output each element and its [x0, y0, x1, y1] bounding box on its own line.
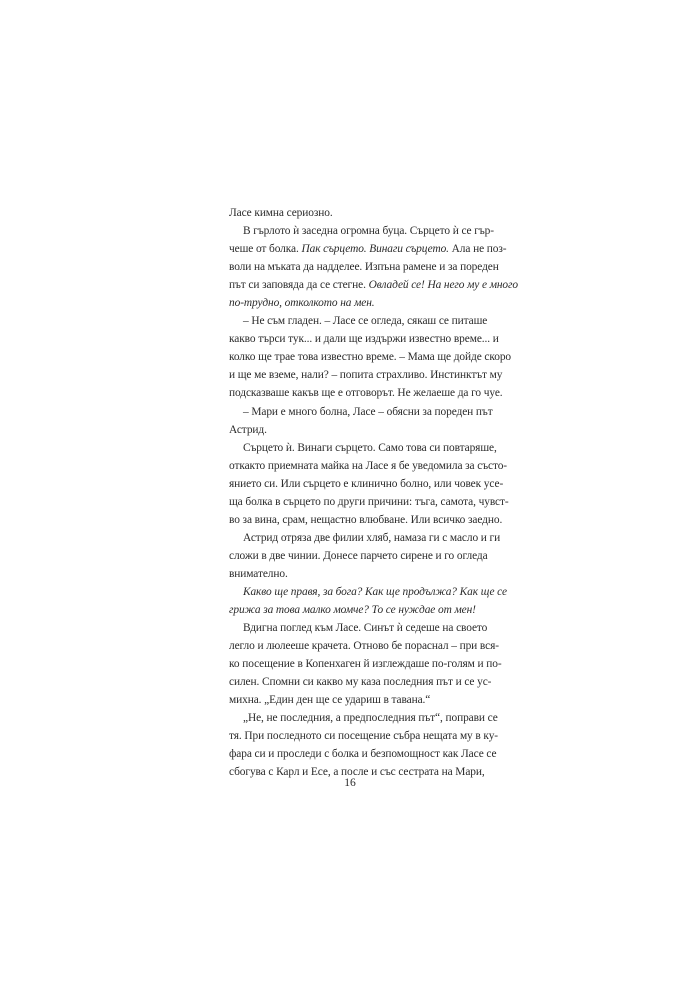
text-line — [229, 655, 502, 673]
page-body-text — [229, 204, 518, 782]
text-run: Вдигна поглед към Ласе. Синът ѝ седеше на своето — [243, 622, 488, 635]
text-line — [229, 312, 488, 330]
text-line — [229, 348, 512, 366]
text-run: Ала не поз- — [448, 243, 507, 256]
text-line — [229, 421, 471, 439]
italic-text: Пак сърцето. Винаги сърцето. — [301, 243, 449, 256]
text-run: Сърцето ѝ. Винаги сърцето. Само това си повтаряше, — [243, 441, 497, 454]
text-line — [229, 493, 509, 511]
text-run: Астрид отряза две филии хляб, намаза ги с масло и ги — [243, 531, 501, 544]
text-line — [229, 258, 499, 276]
page-number: 16 — [344, 776, 356, 789]
text-run: подсказваше какъв ще е отговорът. Не желаеше да го чуе. — [229, 387, 503, 400]
text-run: „Не, не последния, а предпоследния път“, поправи се — [243, 712, 498, 725]
text-line — [229, 384, 503, 402]
text-run: – Мари е много болна, Ласе – обясни за пореден път — [243, 405, 493, 418]
text-line — [229, 745, 497, 763]
italic-text: Овладей се! На него му е много — [368, 279, 518, 292]
text-line — [229, 691, 471, 709]
text-run: янието си. Или сърцето е клинично болно, или човек усе- — [229, 477, 504, 490]
text-line — [229, 511, 503, 529]
text-line — [229, 637, 499, 655]
text-run: откакто приемната майка на Ласе я бе уведомила за състо- — [229, 459, 507, 472]
text-line — [229, 619, 488, 637]
italic-text: грижа за това малко момче? То се нуждае от мен! — [229, 604, 476, 617]
text-line — [229, 330, 499, 348]
text-line — [229, 709, 498, 727]
italic-text: Какво ще правя, за бога? Как ще продължа? Как ще се — [243, 585, 507, 598]
text-line — [229, 222, 494, 240]
text-run: легло и люлееше крачета. Отново бе пораснал – при вся- — [229, 640, 499, 653]
text-run: колко ще трае това известно време. – Мама ще дойде скоро — [229, 351, 512, 364]
text-run: сложи в две чинии. Донесе парчето сирене и го огледа — [229, 549, 488, 562]
text-line — [229, 565, 471, 583]
text-line — [229, 601, 476, 619]
text-run: ко посещение в Копенхаген й изглеждаше по-голям и по- — [229, 658, 502, 671]
text-run: Ласе кимна сериозно. — [229, 207, 333, 219]
text-run: ща болка в сърцето по други причини: тъга, самота, чувст- — [229, 495, 509, 508]
text-run: во за вина, срам, нещастно влюбване. Или всичко заедно. — [229, 513, 503, 526]
text-line — [229, 673, 492, 691]
text-line — [229, 547, 488, 565]
text-run: фара си и проследи с болка и безпомощност как Ласе се — [229, 748, 497, 761]
text-run: внимателно. — [229, 567, 288, 580]
text-line — [229, 294, 471, 312]
text-run: какво търси тук... и дали ще издържи известно време... и — [229, 333, 499, 346]
text-run: силен. Спомни си какво му каза последния път и се ус- — [229, 676, 492, 689]
text-run: В гърлото ѝ заседна огромна буца. Сърцето ѝ се гър- — [243, 225, 494, 238]
text-run: воли на мъката да надделее. Изпъна рамене и за пореден — [229, 261, 499, 274]
text-run: сбогува с Карл и Есе, а после и със сестрата на Мари, — [229, 766, 485, 779]
text-run: михна. „Един ден ще се удариш в тавана.“ — [229, 694, 431, 707]
text-line — [229, 529, 501, 547]
text-line — [229, 366, 503, 384]
text-run: тя. При последното си посещение събра нещата му в ку- — [229, 730, 498, 743]
text-line — [229, 439, 497, 457]
text-line — [229, 204, 471, 222]
text-line — [229, 240, 507, 258]
text-line — [229, 403, 493, 421]
text-run: чеше от болка. — [229, 243, 302, 256]
text-line — [229, 583, 507, 601]
text-line — [229, 457, 507, 475]
text-block — [229, 204, 518, 782]
text-run: и ще ме вземе, нали? – попита страхливо. Инстинктът му — [229, 369, 503, 382]
italic-text: по-трудно, отколкото на мен. — [229, 297, 375, 310]
text-line — [229, 727, 498, 745]
text-run: път си заповяда да се стегне. — [229, 279, 369, 292]
text-run: – Не съм гладен. – Ласе се огледа, сякаш се питаше — [243, 315, 488, 328]
text-run: Астрид. — [229, 423, 267, 436]
text-line — [229, 475, 504, 493]
text-line — [229, 276, 518, 294]
